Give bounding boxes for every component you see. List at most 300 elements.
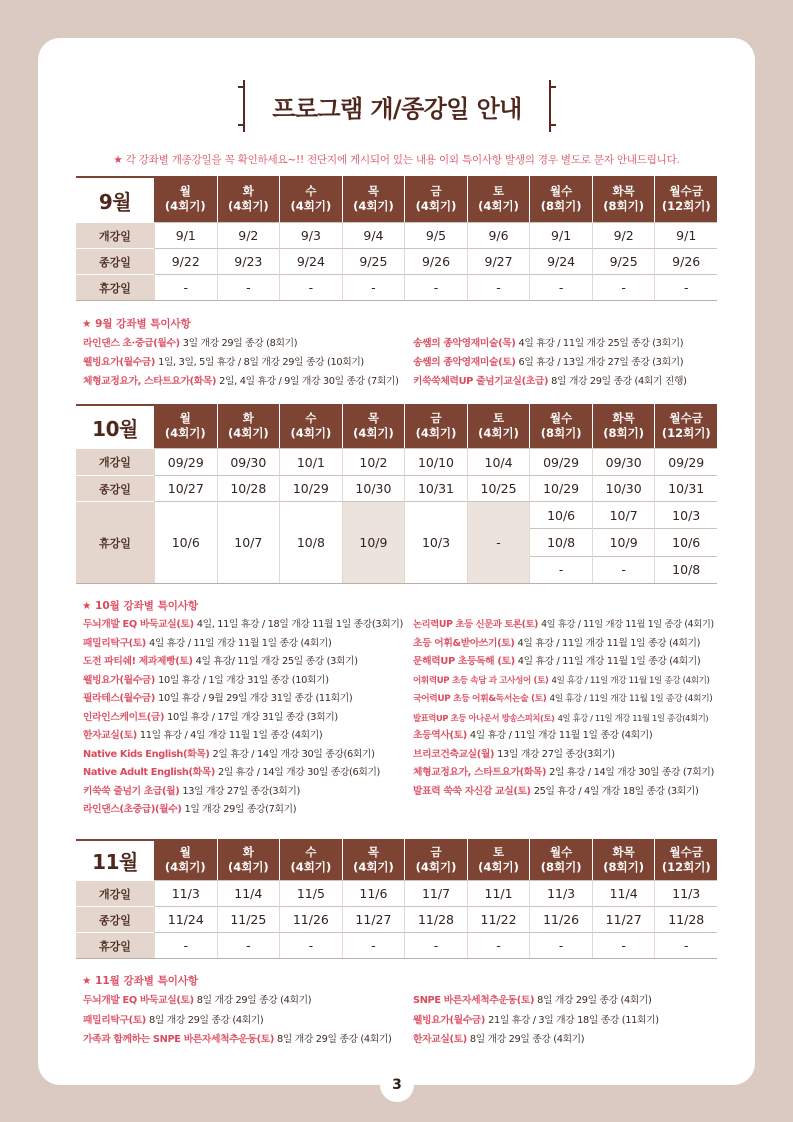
no-class-date-cell: - <box>593 556 655 583</box>
column-header <box>467 839 530 880</box>
notice-text: ★ 각 강좌별 개종강일을 꼭 확인하세요~!! 전단지에 게시되어 있는 내용 이외 특이사항 발생의 경우 별도로 문자 안내드립니다. <box>113 154 680 166</box>
column-header <box>529 176 592 222</box>
column-header <box>217 839 280 880</box>
note-text <box>83 334 297 353</box>
column-sessions: (4회기) <box>290 199 332 213</box>
note-line <box>413 783 717 802</box>
course-detail: 8일 개강 29일 종강 (4회기) <box>196 995 312 1006</box>
no-class-date-cell: 10/6 <box>154 501 217 583</box>
column-sessions: (8회기) <box>540 199 582 213</box>
column-day: 월 <box>179 844 191 859</box>
column-header <box>342 404 405 448</box>
page-title-text: 프로그램 개/종강일 안내 <box>272 94 522 123</box>
no-class-date-cell: - <box>342 932 405 958</box>
column-header <box>279 404 342 448</box>
no-class-date-cell: 10/7 <box>609 507 638 523</box>
note-text <box>83 672 329 691</box>
course-detail: 1일 개강 29일 종강(7회기) <box>184 804 297 815</box>
note-line <box>413 727 717 746</box>
column-header <box>154 404 217 448</box>
page-title-block <box>236 78 558 134</box>
note-line <box>413 635 717 654</box>
class-end-date-cell: 11/25 <box>217 906 280 932</box>
class-start-date-cell: 11/4 <box>217 880 280 906</box>
note-text <box>413 764 714 783</box>
column-sessions: (4회기) <box>164 426 206 440</box>
class-end-date-cell: 10/29 <box>529 475 592 501</box>
course-name: SNPE 바른자세척추운동(토) <box>413 995 535 1006</box>
course-name: 문해력UP 초등독해 (토) <box>413 656 515 667</box>
class-end-date-cell: 9/27 <box>467 248 530 274</box>
column-header <box>217 176 280 222</box>
page-title <box>252 78 542 134</box>
course-name: 송쌤의 종악영재미술(토) <box>413 357 516 368</box>
column-header <box>592 176 655 222</box>
course-detail: 6일 휴강 / 13일 개강 27일 종강 (3회기) <box>518 357 684 368</box>
no-class-date-cell-group <box>592 501 655 583</box>
note-text <box>413 334 683 353</box>
class-end-date-cell: 10/28 <box>217 475 280 501</box>
class-start-date-cell: 11/3 <box>529 880 592 906</box>
note-line <box>83 764 405 783</box>
column-header <box>592 839 655 880</box>
class-start-date-cell: 11/6 <box>342 880 405 906</box>
note-line <box>413 764 717 783</box>
course-name: 체형교정요가, 스타트요가(화목) <box>83 376 217 387</box>
no-class-date-cell: 10/9 <box>342 501 405 583</box>
column-sessions: (8회기) <box>540 426 582 440</box>
course-name: 한자교실(토) <box>83 730 137 741</box>
note-line <box>83 1030 405 1050</box>
class-start-date-cell: 11/4 <box>592 880 655 906</box>
column-sessions: (12회기) <box>661 426 711 440</box>
note-text <box>83 1030 391 1050</box>
notes-title: ★ 9월 강좌별 특이사항 <box>82 318 191 330</box>
column-sessions: (4회기) <box>227 859 269 874</box>
column-sessions: (4회기) <box>353 859 394 874</box>
class-end-date-cell: 11/26 <box>529 906 592 932</box>
class-end-date-label: 종강일 <box>76 475 154 501</box>
no-class-date-cell: - <box>342 274 405 300</box>
column-sessions: (8회기) <box>603 199 645 213</box>
column-header <box>467 176 530 222</box>
class-end-date-cell: 9/25 <box>342 248 405 274</box>
note-text <box>83 690 352 709</box>
november-schedule-table <box>76 839 717 959</box>
note-line <box>83 334 405 353</box>
course-detail: 4일 휴강 / 11일 개강 11월 1일 종강 (4회기) <box>551 675 710 686</box>
column-header <box>279 176 342 222</box>
course-detail: 13일 개강 27일 종강(3회기) <box>497 748 615 760</box>
course-detail: 4일 휴강 / 11일 개강 11월 1일 종강 (4회기) <box>549 694 713 704</box>
note-line <box>83 372 405 391</box>
column-day: 화 <box>242 411 254 425</box>
column-header <box>467 404 530 448</box>
column-header <box>154 176 217 222</box>
class-end-date-label: 종강일 <box>76 906 154 932</box>
class-end-date-cell: 10/31 <box>404 475 467 501</box>
class-end-date-cell: 9/26 <box>654 248 717 274</box>
class-end-date-cell: 11/22 <box>467 906 530 932</box>
course-detail: 10일 휴강 / 9월 29일 개강 31일 종강 (11회기) <box>158 693 353 704</box>
course-detail: 4일, 11일 휴강 / 18일 개강 11월 1일 종강(3회기) <box>196 619 403 630</box>
column-day: 월수 <box>549 411 573 425</box>
course-name: 어휘력UP 초등 속담 과 고사성어 (토) <box>413 675 549 686</box>
course-detail: 4일 휴강 / 11일 개강 11월 1일 종강 (4회기) <box>469 730 653 741</box>
no-class-date-cell: - <box>467 501 530 583</box>
note-text <box>413 672 709 691</box>
note-line <box>83 690 405 709</box>
class-start-date-label: 개강일 <box>76 448 154 475</box>
course-name: 패밀리탁구(토) <box>83 637 146 649</box>
column-sessions: (8회기) <box>540 859 582 874</box>
note-line <box>413 672 717 691</box>
class-end-date-cell: 10/25 <box>467 475 530 501</box>
course-name: 브리코건축교실(월) <box>413 748 495 760</box>
note-line <box>83 709 405 728</box>
notes-column-left <box>83 991 405 1050</box>
notes-column-right <box>413 991 717 1050</box>
note-text <box>83 353 364 372</box>
no-class-date-cell: - <box>279 274 342 300</box>
course-detail: 8일 개강 29일 종강 (4회기) <box>277 1034 392 1045</box>
note-text <box>413 653 700 672</box>
note-text <box>413 1030 584 1050</box>
course-detail: 8일 개강 29일 종강 (4회기) <box>537 995 652 1006</box>
class-end-date-cell: 10/27 <box>154 475 217 501</box>
no-class-date-cell: - <box>654 932 717 958</box>
course-detail: 2일, 4일 휴강 / 9일 개강 30일 종강 (7회기) <box>219 376 399 387</box>
note-text <box>83 653 358 672</box>
course-name: 발표력 쑥쑥 자신감 교실(토) <box>413 785 531 797</box>
course-detail: 1일, 3일, 5일 휴강 / 8일 개강 29일 종강 (10회기) <box>158 357 364 368</box>
notes-column-right <box>413 616 717 801</box>
column-day: 토 <box>492 184 505 198</box>
class-start-date-label: 개강일 <box>76 880 154 906</box>
course-detail: 2일 휴강 / 14일 개강 30일 종강(6회기) <box>212 748 375 760</box>
course-detail: 25일 휴강 / 4일 개강 18일 종강 (3회기) <box>533 785 699 797</box>
class-start-date-cell: 11/3 <box>154 880 217 906</box>
note-line <box>83 672 405 691</box>
class-end-date-cell: 9/26 <box>404 248 467 274</box>
column-header <box>279 839 342 880</box>
course-detail: 4일 휴강 / 11일 개강 11월 1일 종강 (4회기) <box>517 637 701 649</box>
class-end-date-cell: 10/30 <box>342 475 405 501</box>
class-start-date-cell: 10/10 <box>404 448 467 475</box>
no-class-date-cell: - <box>592 274 655 300</box>
column-sessions: (4회기) <box>415 199 457 213</box>
course-detail: 4일 휴강 / 11일 개강 25일 종강 (3회기) <box>518 338 684 349</box>
column-sessions: (12회기) <box>661 859 711 874</box>
column-day: 수 <box>305 411 317 425</box>
note-line <box>83 1011 405 1031</box>
note-text <box>83 635 332 654</box>
no-class-date-cell-group <box>529 501 592 583</box>
column-sessions: (4회기) <box>415 426 457 440</box>
note-text <box>83 616 403 635</box>
column-day: 토 <box>492 411 505 425</box>
no-class-date-label: 휴강일 <box>76 501 154 583</box>
note-line <box>413 653 717 672</box>
column-sessions: (4회기) <box>478 199 519 213</box>
note-text <box>83 709 338 728</box>
note-line <box>413 991 717 1011</box>
no-class-date-cell: - <box>154 274 217 300</box>
class-start-date-cell: 11/7 <box>404 880 467 906</box>
note-line <box>413 353 717 372</box>
column-day: 화목 <box>612 844 635 859</box>
column-header <box>342 176 405 222</box>
class-start-date-cell: 9/2 <box>217 222 280 248</box>
course-name: 키쑥쑥 줄넘기 초급(월) <box>83 785 180 797</box>
column-sessions: (12회기) <box>661 199 711 213</box>
class-start-date-cell: 10/4 <box>467 448 530 475</box>
note-line <box>83 635 405 654</box>
class-start-date-cell: 9/2 <box>592 222 655 248</box>
course-name: 라인댄스 초·중급(월수) <box>83 338 180 349</box>
class-start-date-cell: 09/29 <box>654 448 717 475</box>
no-class-date-cell: - <box>217 932 280 958</box>
no-class-date-cell: - <box>592 932 655 958</box>
column-day: 화 <box>242 844 254 859</box>
column-day: 화목 <box>612 411 635 425</box>
column-day: 월수 <box>549 184 573 198</box>
course-detail: 13일 개강 27일 종강(3회기) <box>182 785 300 797</box>
course-detail: 4일 휴강 / 11일 개강 11월 1일 종강 (4회기) <box>148 637 332 649</box>
note-line <box>83 746 405 765</box>
course-detail: 8일 개강 29일 종강 (4회기 진행) <box>551 376 687 387</box>
column-header <box>529 839 592 880</box>
course-detail: 2일 휴강 / 14일 개강 30일 종강(6회기) <box>218 767 381 778</box>
note-text <box>83 991 311 1011</box>
column-header <box>404 839 467 880</box>
class-start-date-cell: 11/1 <box>467 880 530 906</box>
note-text <box>413 783 699 802</box>
note-line <box>83 801 405 820</box>
october-schedule-table <box>76 404 717 584</box>
column-day: 수 <box>305 184 317 198</box>
class-end-date-cell: 11/27 <box>342 906 405 932</box>
course-name: 웰빙요가(월수금) <box>83 674 156 686</box>
no-class-date-cell: - <box>530 556 592 583</box>
class-end-date-cell: 9/25 <box>592 248 655 274</box>
note-line <box>413 372 717 391</box>
class-end-date-cell: 11/28 <box>404 906 467 932</box>
class-end-date-cell: 9/22 <box>154 248 217 274</box>
no-class-date-cell: - <box>467 932 530 958</box>
no-class-date-cell: - <box>279 932 342 958</box>
column-sessions: (4회기) <box>227 199 269 213</box>
note-text <box>413 690 712 709</box>
no-class-date-cell: 10/3 <box>672 507 701 523</box>
course-name: 키쑥쑥체력UP 줄넘기교실(초급) <box>413 376 549 387</box>
note-text <box>413 635 700 654</box>
note-text <box>413 709 708 728</box>
no-class-date-cell: - <box>654 274 717 300</box>
note-text <box>83 746 375 765</box>
column-day: 월수 <box>549 844 573 859</box>
note-line <box>413 616 717 635</box>
column-sessions: (4회기) <box>353 199 394 213</box>
note-line <box>83 616 405 635</box>
course-name: 인라인스케이트(금) <box>83 711 165 723</box>
no-class-date-cell: 10/7 <box>217 501 280 583</box>
class-end-date-cell: 11/26 <box>279 906 342 932</box>
class-end-date-cell: 10/30 <box>592 475 655 501</box>
no-class-date-cell: 10/8 <box>530 528 592 555</box>
column-sessions: (4회기) <box>353 426 394 440</box>
note-text <box>83 801 296 820</box>
september-special-notes <box>0 315 793 387</box>
course-detail: 10일 휴강 / 17일 개강 31일 종강 (3회기) <box>167 711 338 723</box>
class-end-date-cell: 9/24 <box>529 248 592 274</box>
class-end-date-cell: 10/31 <box>654 475 717 501</box>
no-class-date-cell: 10/6 <box>655 528 717 555</box>
course-detail: 2일 휴강 / 14일 개강 30일 종강 (7회기) <box>549 767 714 778</box>
course-name: 패밀리탁구(토) <box>83 1014 146 1026</box>
column-sessions: (4회기) <box>478 859 519 874</box>
column-header <box>217 404 280 448</box>
column-sessions: (4회기) <box>164 199 206 213</box>
column-header <box>654 176 717 222</box>
note-text <box>413 1011 659 1031</box>
note-line <box>83 727 405 746</box>
note-text <box>413 372 687 391</box>
course-name: 체형교정요가, 스타트요가(화목) <box>413 767 547 778</box>
column-day: 월 <box>179 411 191 425</box>
course-name: 두뇌개발 EQ 바둑교실(토) <box>83 995 194 1006</box>
no-class-date-label: 휴강일 <box>76 274 154 300</box>
class-start-date-cell: 09/29 <box>154 448 217 475</box>
class-start-date-cell: 11/3 <box>654 880 717 906</box>
note-line <box>83 783 405 802</box>
column-day: 목 <box>367 844 379 859</box>
class-start-date-cell: 9/4 <box>342 222 405 248</box>
note-text <box>413 616 714 635</box>
month-label: 11월 <box>76 839 154 880</box>
class-start-date-cell: 10/1 <box>279 448 342 475</box>
class-start-date-cell: 9/6 <box>467 222 530 248</box>
column-day: 월수금 <box>669 184 703 198</box>
column-sessions: (8회기) <box>603 426 645 440</box>
no-class-date-cell-group <box>654 501 717 583</box>
note-line <box>413 690 717 709</box>
class-end-date-label: 종강일 <box>76 248 154 274</box>
course-detail: 21일 휴강 / 3일 개강 18일 종강 (11회기) <box>488 1014 659 1026</box>
column-header <box>342 839 405 880</box>
course-name: 한자교실(토) <box>413 1034 467 1045</box>
course-name: Native Adult English(화목) <box>83 767 215 778</box>
notes-title: ★ 10월 강좌별 특이사항 <box>82 600 199 612</box>
column-day: 화목 <box>612 184 635 198</box>
note-line <box>413 334 717 353</box>
no-class-date-cell: - <box>404 274 467 300</box>
no-class-date-cell: - <box>529 932 592 958</box>
no-class-date-cell: 10/8 <box>279 501 342 583</box>
note-text <box>83 783 300 802</box>
note-line <box>413 1030 717 1050</box>
class-start-date-cell: 9/1 <box>154 222 217 248</box>
course-name: 논리력UP 초등 신문과 토론(토) <box>413 619 539 630</box>
no-class-date-cell: - <box>467 274 530 300</box>
notes-column-right <box>413 334 717 391</box>
october-special-notes <box>0 597 793 815</box>
column-day: 금 <box>430 844 442 859</box>
column-day: 화 <box>242 184 254 198</box>
column-day: 금 <box>430 184 442 198</box>
notes-title: ★ 11월 강좌별 특이사항 <box>82 975 199 987</box>
course-detail: 3일 개강 29일 종강 (8회기) <box>182 338 298 349</box>
column-day: 목 <box>367 411 379 425</box>
notes-column-left <box>83 334 405 391</box>
column-header <box>154 839 217 880</box>
course-detail: 8일 개강 29일 종강 (4회기) <box>469 1034 585 1045</box>
page-number: 3 <box>380 1068 414 1102</box>
course-detail: 4일 휴강/ 11일 개강 25일 종강 (3회기) <box>195 656 358 667</box>
class-start-date-cell: 09/30 <box>592 448 655 475</box>
class-end-date-cell: 11/28 <box>654 906 717 932</box>
november-special-notes <box>0 972 793 1045</box>
no-class-date-cell: 10/6 <box>547 507 576 523</box>
note-line <box>413 1011 717 1031</box>
class-start-date-cell: 9/1 <box>529 222 592 248</box>
no-class-date-cell: 10/3 <box>404 501 467 583</box>
column-day: 월 <box>179 184 191 198</box>
class-end-date-cell: 9/23 <box>217 248 280 274</box>
column-sessions: (4회기) <box>415 859 457 874</box>
no-class-date-cell: 10/8 <box>655 556 717 583</box>
course-name: 가족과 함께하는 SNPE 바른자세척추운동(토) <box>83 1034 274 1045</box>
column-day: 월수금 <box>669 411 703 425</box>
no-class-date-cell: - <box>217 274 280 300</box>
course-name: 도전 파티쉐! 제과제빵(토) <box>83 656 193 667</box>
column-header <box>592 404 655 448</box>
column-sessions: (4회기) <box>290 859 332 874</box>
class-start-date-cell: 09/30 <box>217 448 280 475</box>
class-start-date-cell: 9/3 <box>279 222 342 248</box>
column-day: 토 <box>492 844 505 859</box>
month-label: 10월 <box>76 404 154 448</box>
course-name: Native Kids English(화목) <box>83 748 210 760</box>
notes-column-left <box>83 616 405 820</box>
class-start-date-cell: 9/5 <box>404 222 467 248</box>
note-text <box>83 1011 263 1031</box>
course-detail: 11일 휴강 / 4일 개강 11월 1일 종강 (4회기) <box>139 730 323 741</box>
note-line <box>83 653 405 672</box>
note-line <box>413 709 717 728</box>
class-start-date-cell: 09/29 <box>529 448 592 475</box>
note-text <box>413 353 683 372</box>
course-detail: 4일 휴강 / 11일 개강 11월 1일 종강(4회기) <box>557 712 709 723</box>
note-text <box>83 764 380 783</box>
no-class-date-cell: - <box>404 932 467 958</box>
note-line <box>83 353 405 372</box>
column-header <box>654 404 717 448</box>
column-day: 목 <box>367 184 379 198</box>
note-text <box>413 727 652 746</box>
no-class-date-label: 휴강일 <box>76 932 154 958</box>
note-text <box>413 991 652 1011</box>
course-detail: 4일 휴강 / 11일 개강 11월 1일 종강 (4회기) <box>517 656 701 667</box>
column-header <box>404 404 467 448</box>
course-name: 초등 어휘&받아쓰기(토) <box>413 637 515 649</box>
course-detail: 8일 개강 29일 종강 (4회기) <box>148 1014 264 1026</box>
month-label: 9월 <box>76 176 154 222</box>
note-line <box>413 746 717 765</box>
course-name: 국어력UP 초등 어휘&독서논술 (토) <box>413 694 547 704</box>
course-detail: 10일 휴강 / 1일 개강 31일 종강 (10회기) <box>158 674 329 686</box>
column-sessions: (4회기) <box>164 859 206 874</box>
